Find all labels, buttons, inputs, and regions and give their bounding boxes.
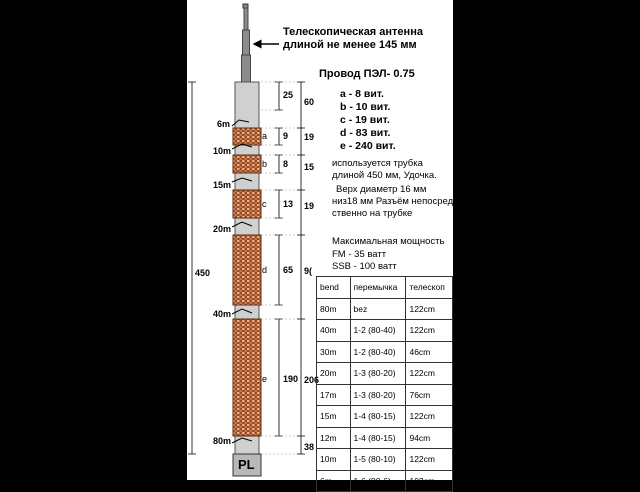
cell-telescope: 122cm (406, 363, 453, 385)
coil-b (233, 155, 261, 173)
note-line-5: ственно на трубке (332, 208, 413, 219)
cell-jumper: 1-2 (80-40) (350, 341, 406, 363)
cell-band: 6m (317, 470, 351, 492)
cell-band: 30m (317, 341, 351, 363)
cell-jumper: 1-4 (80-15) (350, 427, 406, 449)
cell-telescope: 76cm (406, 384, 453, 406)
note-line-2: длиной 450 мм, Удочка. (332, 170, 437, 181)
dim-38: 38 (304, 442, 315, 452)
cell-band: 40m (317, 320, 351, 342)
cell-jumper: 1-2 (80-40) (350, 320, 406, 342)
power-title: Максимальная мощность (332, 236, 445, 247)
telescope-section-top (244, 8, 248, 30)
tap-label-15m: 15m (213, 180, 232, 190)
dim-60: 60 (304, 97, 315, 107)
table-header-row (317, 277, 453, 299)
coil-e (233, 319, 261, 436)
coil-spec-c: c - 19 вит. (340, 114, 390, 126)
cell-telescope: 102cm (406, 470, 453, 492)
header-jumper: перемычка (350, 277, 406, 299)
pl-label: PL (238, 457, 255, 472)
table-row (317, 320, 453, 342)
band-table (316, 276, 453, 492)
table-row (317, 298, 453, 320)
coil-spec-e: e - 240 вит. (340, 140, 396, 152)
cell-telescope: 94cm (406, 427, 453, 449)
coil-letter-e: e (262, 374, 268, 384)
dim-9: 9 (283, 131, 289, 141)
title-line-2: длиной не менее 145 мм (283, 39, 417, 51)
tap-label-40m: 40m (213, 309, 232, 319)
coil-letter-b: b (262, 159, 268, 169)
note-line-4: низ18 мм Разъём непосред- (332, 196, 457, 207)
coil-letter-a: a (262, 131, 268, 141)
tap-label-10m: 10m (213, 146, 232, 156)
cell-jumper: 1-3 (80-20) (350, 384, 406, 406)
dim-15: 15 (304, 162, 315, 172)
dim-450: 450 (195, 268, 211, 278)
coil-c (233, 190, 261, 218)
header-bend: bend (317, 277, 351, 299)
cell-band: 20m (317, 363, 351, 385)
dim-190: 190 (283, 374, 299, 384)
tap-label-6m: 6m (217, 119, 231, 129)
tap-label-20m: 20m (213, 224, 232, 234)
power-ssb: SSB - 100 ватт (332, 261, 397, 272)
cell-telescope: 122cm (406, 406, 453, 428)
dim-8: 8 (283, 159, 289, 169)
dim-206: 206 (304, 375, 320, 385)
wire-label: Провод ПЭЛ- 0.75 (319, 68, 415, 80)
diagram-sheet (187, 0, 457, 486)
title-line-1: Телескопическая антенна (283, 26, 423, 38)
telescope-section-low (242, 55, 251, 82)
coil-letter-d: d (262, 265, 268, 275)
table-row (317, 406, 453, 428)
cell-jumper: 1-4 (80-15) (350, 406, 406, 428)
power-fm: FM - 35 ватт (332, 249, 387, 260)
cell-band: 10m (317, 449, 351, 471)
inner-dimension-lines (275, 82, 283, 436)
cell-telescope: 122cm (406, 320, 453, 342)
coil-spec-d: d - 83 вит. (340, 127, 391, 139)
cell-jumper: 1-6 (80-6) (350, 470, 406, 492)
table-row (317, 384, 453, 406)
cell-band: 15m (317, 406, 351, 428)
cell-telescope: 122cm (406, 449, 453, 471)
dim-19a: 19 (304, 132, 315, 142)
coil-d (233, 235, 261, 305)
coil-spec-a: a - 8 вит. (340, 88, 384, 100)
telescope-section-mid (243, 30, 250, 55)
table-row (317, 363, 453, 385)
cell-band: 17m (317, 384, 351, 406)
telescope-tip (243, 4, 248, 8)
note-line-3: Верх диаметр 16 мм (336, 184, 427, 195)
cell-jumper: 1-3 (80-20) (350, 363, 406, 385)
table-row (317, 341, 453, 363)
coil-spec-b: b - 10 вит. (340, 101, 391, 113)
table-row (317, 427, 453, 449)
cell-jumper: bez (350, 298, 406, 320)
coil-a (233, 128, 261, 145)
dim-96: 9( (304, 266, 313, 276)
cell-band: 12m (317, 427, 351, 449)
dim-65: 65 (283, 265, 294, 275)
cell-telescope: 122cm (406, 298, 453, 320)
table-row (317, 470, 453, 492)
dim-25: 25 (283, 90, 294, 100)
tap-label-80m: 80m (213, 436, 232, 446)
note-line-1: используется трубка (332, 158, 423, 169)
coil-letter-c: c (262, 199, 267, 209)
cell-jumper: 1-5 (80-10) (350, 449, 406, 471)
header-telescope: телескоп (406, 277, 453, 299)
cell-band: 80m (317, 298, 351, 320)
table-row (317, 449, 453, 471)
cell-telescope: 46cm (406, 341, 453, 363)
dim-19b: 19 (304, 201, 315, 211)
dim-13: 13 (283, 199, 294, 209)
